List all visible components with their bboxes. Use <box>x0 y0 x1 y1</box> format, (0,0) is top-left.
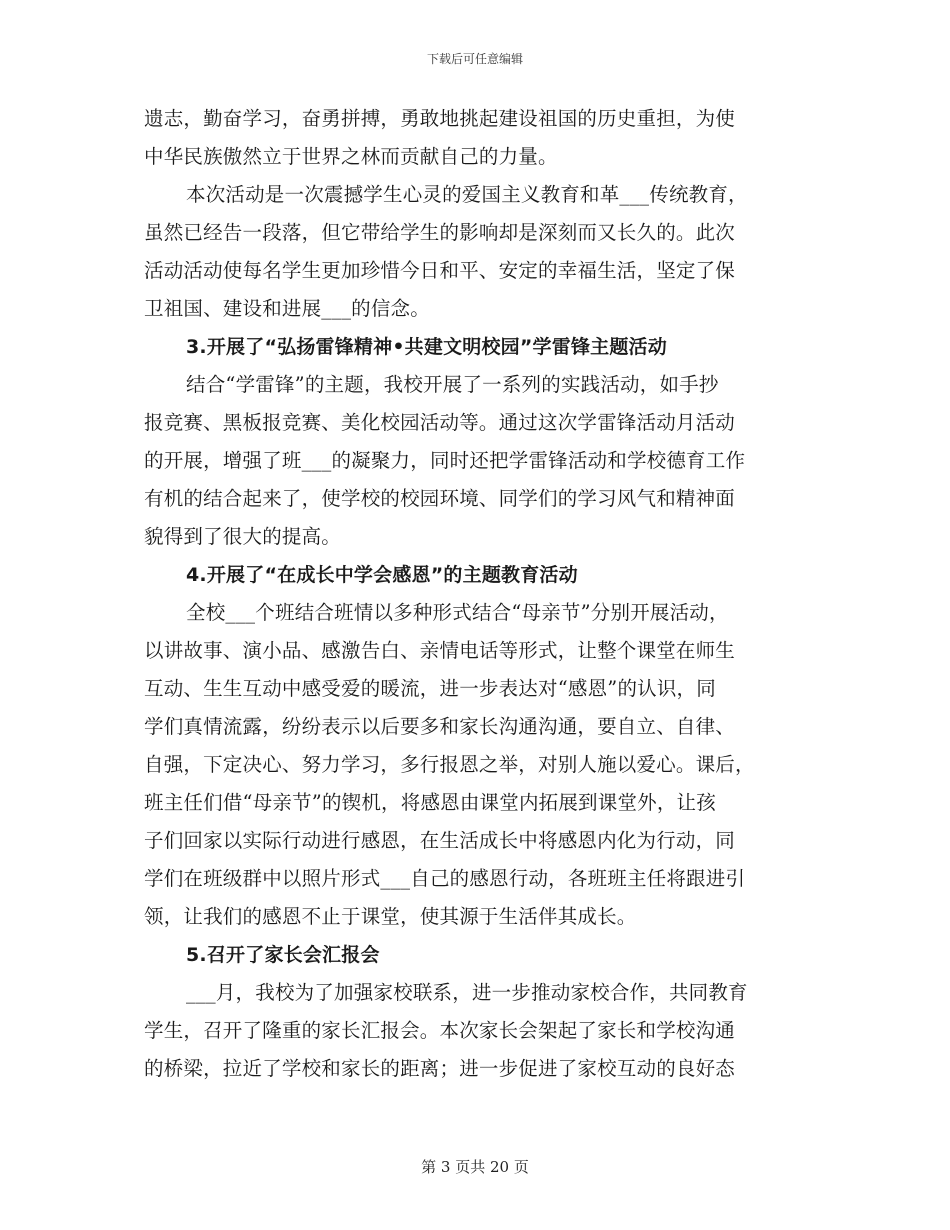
text-line: 全校___个班结合班情以多种形式结合“母亲节”分别开展活动， <box>186 601 729 624</box>
text-line: 学们在班级群中以照片形式___自己的感恩行动，各班班主任将跟进引 <box>144 867 746 890</box>
section-heading: 5.召开了家长会汇报会 <box>186 944 380 966</box>
text-line: ___月，我校为了加强家校联系，进一步推动家校合作，共同教育 <box>186 981 748 1004</box>
text-line: 活动活动使每名学生更加珍惜今日和平、安定的幸福生活，坚定了保 <box>144 259 736 282</box>
text-line: 的开展，增强了班___的凝聚力，同时还把学雷锋活动和学校德育工作 <box>144 449 746 472</box>
text-line: 学生，召开了隆重的家长汇报会。本次家长会架起了家长和学校沟通 <box>144 1019 736 1042</box>
page-footer: 第 3 页共 20 页 <box>421 1158 529 1176</box>
text-line: 子们回家以实际行动进行感恩，在生活成长中将感恩内化为行动，同 <box>144 829 736 852</box>
text-line: 有机的结合起来了，使学校的校园环境、同学们的学习风气和精神面 <box>144 487 736 510</box>
section-heading: 3.开展了“弘扬雷锋精神•共建文明校园”学雷锋主题活动 <box>186 336 667 358</box>
text-line: 貌得到了很大的提高。 <box>144 525 342 548</box>
text-line: 结合“学雷锋”的主题，我校开展了一系列的实践活动，如手抄 <box>186 373 719 396</box>
text-line: 班主任们借“母亲节”的锲机，将感恩由课堂内拓展到课堂外，让孩 <box>144 791 716 814</box>
text-line: 的桥梁，拉近了学校和家长的距离；进一步促进了家校互动的良好态 <box>144 1057 736 1080</box>
text-line: 卫祖国、建设和进展___的信念。 <box>144 297 430 320</box>
text-line: 互动、生生互动中感受爱的暖流，进一步表达对“感恩”的认识，同 <box>144 677 716 700</box>
text-line: 中华民族傲然立于世界之林而贡献自己的力量。 <box>144 145 558 168</box>
text-line: 以讲故事、演小品、感激告白、亲情电话等形式，让整个课堂在师生 <box>144 639 736 662</box>
text-line: 自强，下定决心、努力学习，多行报恩之举，对别人施以爱心。课后， <box>144 753 755 776</box>
text-line: 本次活动是一次震撼学生心灵的爱国主义教育和革___传统教育， <box>186 183 748 206</box>
document-body <box>144 100 808 1088</box>
text-line: 虽然已经告一段落，但它带给学生的影响却是深刻而又长久的。此次 <box>144 221 736 244</box>
text-line: 领，让我们的感恩不止于课堂，使其源于生活伴其成长。 <box>144 905 637 928</box>
section-heading: 4.开展了“在成长中学会感恩”的主题教育活动 <box>186 564 578 586</box>
text-line: 学们真情流露，纷纷表示以后要多和家长沟通沟通，要自立、自律、 <box>144 715 736 738</box>
text-line: 报竞赛、黑板报竞赛、美化校园活动等。通过这次学雷锋活动月活动 <box>144 411 736 434</box>
page-header: 下载后可任意编辑 <box>426 52 523 66</box>
text-line: 遗志，勤奋学习，奋勇拼搏，勇敢地挑起建设祖国的历史重担，为使 <box>144 107 736 130</box>
